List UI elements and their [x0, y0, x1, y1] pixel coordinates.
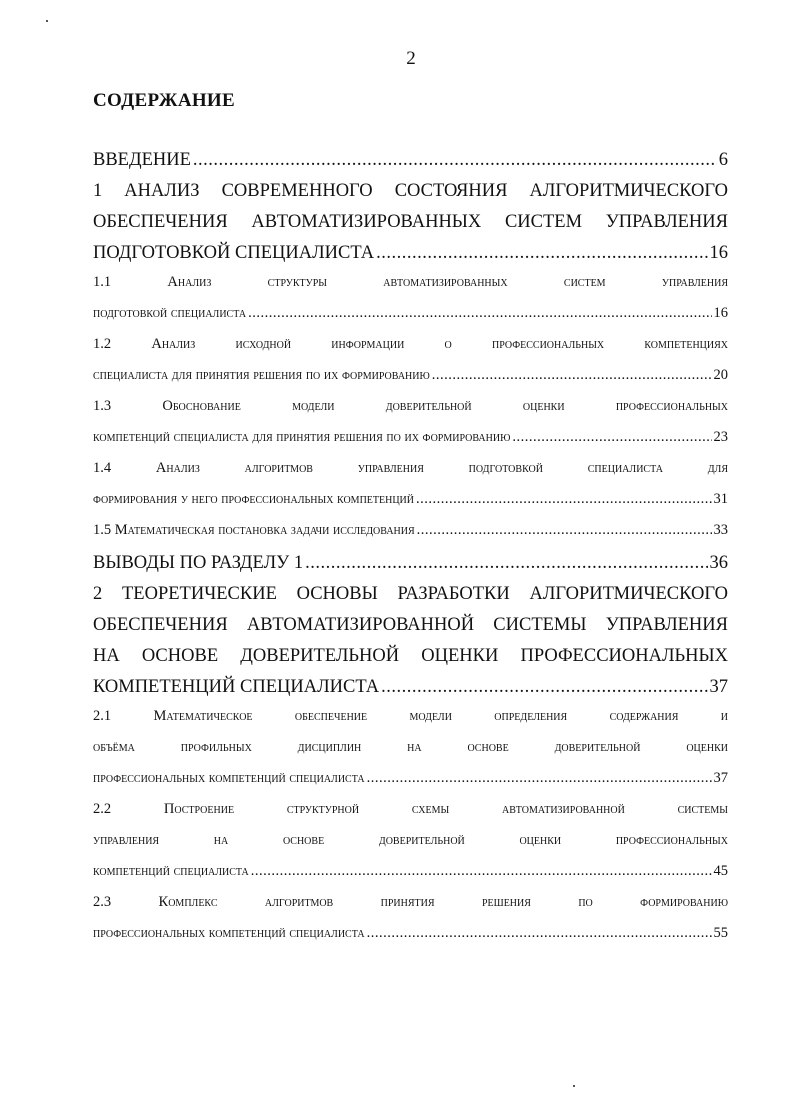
toc-entry-text: ПОДГОТОВКОЙ СПЕЦИАЛИСТА [93, 243, 375, 263]
toc-entry-line-last [93, 677, 728, 708]
scan-speck [46, 20, 48, 22]
toc-entry-text: объёма профильных дисциплин на основе доверительной оценки [93, 739, 728, 755]
toc-leader-dots [512, 429, 711, 446]
toc-entry-text: профессиональных компетенций специалиста [93, 770, 365, 786]
toc-leader-dots [305, 553, 707, 574]
toc-entry-text: 1.4 Анализ алгоритмов управления подготовкой специалиста для [93, 460, 728, 476]
toc-entry-line [93, 646, 728, 677]
toc-entry-text: ВВЕДЕНИЕ [93, 150, 191, 170]
toc-entry-text: ОБЕСПЕЧЕНИЯ АВТОМАТИЗИРОВАННОЙ СИСТЕМЫ УПРАВЛЕНИЯ [93, 615, 728, 635]
toc-leader-dots [416, 491, 711, 508]
toc-page-number: 6 [718, 150, 728, 170]
toc-entry-line [93, 894, 728, 925]
toc-page-number: 16 [709, 243, 728, 263]
toc-page-number: 37 [709, 677, 728, 697]
toc-entry-line [93, 212, 728, 243]
toc-entry-line-last [93, 150, 728, 181]
toc-entry-text: 2 ТЕОРЕТИЧЕСКИЕ ОСНОВЫ РАЗРАБОТКИ АЛГОРИТМИЧЕСКОГО [93, 584, 728, 604]
toc-entry-line [93, 708, 728, 739]
toc-leader-dots [367, 770, 712, 787]
toc-leader-dots [381, 677, 707, 698]
toc-entry-line-last [93, 863, 728, 894]
toc-entry-text: компетенций специалиста для принятия решения по их формированию [93, 429, 511, 445]
toc-entry-line-last [93, 522, 728, 553]
toc-leader-dots [367, 925, 712, 942]
toc-entry-line-last [93, 491, 728, 522]
toc-page-number: 55 [713, 925, 728, 941]
toc-entry-line-last [93, 367, 728, 398]
toc-entry-text: ВЫВОДЫ ПО РАЗДЕЛУ 1 [93, 553, 304, 573]
toc-entry-text: 1 АНАЛИЗ СОВРЕМЕННОГО СОСТОЯНИЯ АЛГОРИТМИЧЕСКОГО [93, 181, 728, 201]
toc-entry-line [93, 615, 728, 646]
toc-page-number: 36 [709, 553, 728, 573]
toc-entry-line [93, 398, 728, 429]
toc-entry-line-last [93, 553, 728, 584]
toc-leader-dots [417, 522, 712, 539]
toc-leader-dots [432, 367, 712, 384]
toc-page-number: 45 [713, 863, 728, 879]
toc-entry-line [93, 274, 728, 305]
toc-entry-line [93, 739, 728, 770]
toc-entry-text: формирования у него профессиональных компетенций [93, 491, 415, 507]
toc-entry-text: 2.1 Математическое обеспечение модели определения содержания и [93, 708, 728, 724]
toc-entry-text: компетенций специалиста [93, 863, 249, 879]
toc-entry-line-last [93, 925, 728, 956]
toc-entry-line [93, 336, 728, 367]
toc-entry-line [93, 832, 728, 863]
toc-entry-text: специалиста для принятия решения по их формированию [93, 367, 430, 383]
toc-entry-line [93, 181, 728, 212]
toc-entry-text: 1.1 Анализ структуры автоматизированных систем управления [93, 274, 728, 290]
page-title: СОДЕРЖАНИЕ [93, 90, 235, 111]
toc-page-number: 20 [713, 367, 728, 383]
toc-entry-text: 2.2 Построение структурной схемы автоматизированной системы [93, 801, 728, 817]
toc-entry-line-last [93, 770, 728, 801]
toc-entry-text: подготовкой специалиста [93, 305, 247, 321]
toc-page-number: 23 [713, 429, 728, 445]
scan-speck [573, 1085, 575, 1087]
toc-entry-line-last [93, 243, 728, 274]
table-of-contents [93, 150, 728, 956]
toc-entry-text: 1.3 Обоснование модели доверительной оценки профессиональных [93, 398, 728, 414]
toc-entry-line [93, 584, 728, 615]
toc-entry-text: 2.3 Комплекс алгоритмов принятия решения по формированию [93, 894, 728, 910]
toc-entry-line-last [93, 305, 728, 336]
toc-entry-line-last [93, 429, 728, 460]
toc-entry-text: управления на основе доверительной оценки профессиональных [93, 832, 728, 848]
toc-page-number: 33 [713, 522, 728, 538]
toc-page-number: 37 [713, 770, 728, 786]
toc-entry-text: ОБЕСПЕЧЕНИЯ АВТОМАТИЗИРОВАННЫХ СИСТЕМ УПРАВЛЕНИЯ [93, 212, 728, 232]
toc-page-number: 31 [713, 491, 728, 507]
toc-entry-line [93, 801, 728, 832]
toc-entry-text: 1.2 Анализ исходной информации о профессиональных компетенциях [93, 336, 728, 352]
toc-page-number: 16 [713, 305, 728, 321]
toc-leader-dots [376, 243, 707, 264]
toc-entry-line [93, 460, 728, 491]
toc-leader-dots [193, 150, 717, 171]
page-number: 2 [406, 48, 416, 69]
toc-entry-text: профессиональных компетенций специалиста [93, 925, 365, 941]
toc-leader-dots [251, 863, 712, 880]
toc-entry-text: НА ОСНОВЕ ДОВЕРИТЕЛЬНОЙ ОЦЕНКИ ПРОФЕССИОНАЛЬНЫХ [93, 646, 728, 666]
toc-entry-text: 1.5 Математическая постановка задачи исследования [93, 522, 415, 538]
toc-entry-text: КОМПЕТЕНЦИЙ СПЕЦИАЛИСТА [93, 677, 380, 697]
toc-leader-dots [248, 305, 711, 322]
